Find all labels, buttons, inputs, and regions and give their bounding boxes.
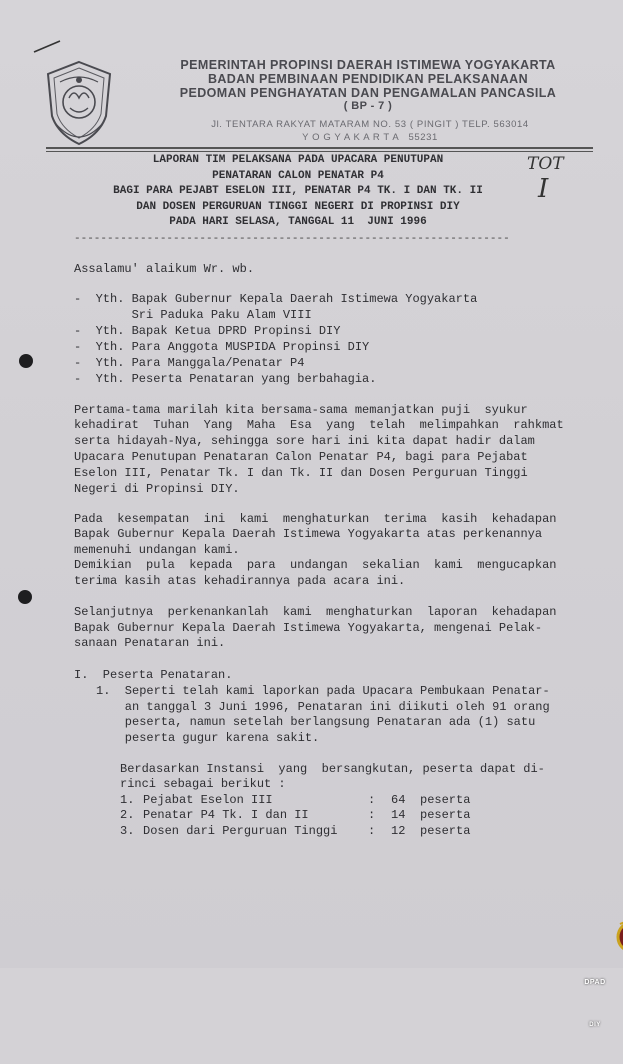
- row-3-no: 3.: [120, 824, 135, 838]
- section-1-item-1-line-3: peserta, namun setelah berlangsung Penataran ada (1) satu: [96, 715, 536, 729]
- para1-line-6: Negeri di Propinsi DIY.: [74, 482, 240, 496]
- addressee-1: - Yth. Bapak Gubernur Kepala Daerah Istimewa Yogyakarta: [74, 292, 478, 306]
- row-1-label: Pejabat Eselon III: [143, 793, 273, 807]
- punch-hole-bottom: [18, 590, 32, 604]
- dpad-logo-icon: [612, 918, 623, 956]
- addressee-5: - Yth. Peserta Penataran yang berbahagia.: [74, 372, 377, 386]
- addressee-3: - Yth. Para Anggota MUSPIDA Propinsi DIY: [74, 340, 370, 354]
- letterhead-line-1: PEMERINTAH PROPINSI DAERAH ISTIMEWA YOGYAKARTA: [180, 58, 556, 72]
- addressee-2: - Yth. Bapak Ketua DPRD Propinsi DIY: [74, 324, 341, 338]
- row-1-count: 64: [391, 793, 406, 807]
- addressee-1-cont: Sri Paduka Paku Alam VIII: [74, 308, 312, 322]
- section-1-item-1-line-1: 1. Seperti telah kami laporkan pada Upacara Pembukaan Penatar-: [96, 684, 550, 698]
- row-2-no: 2.: [120, 808, 135, 822]
- addressee-4: - Yth. Para Manggala/Penatar P4: [74, 356, 305, 370]
- stamp-line-2: DIY: [589, 1022, 601, 1028]
- pen-mark-icon: [30, 38, 64, 56]
- row-1-unit: peserta: [420, 793, 471, 807]
- title-line-2: PENATARAN CALON PENATAR P4: [212, 170, 384, 182]
- section-1-item-1-line-2: an tanggal 3 Juni 1996, Penataran ini diikuti oleh 91 orang: [96, 700, 550, 714]
- letterhead-address-1: Jl. TENTARA RAKYAT MATARAM NO. 53 ( PINGIT ) TELP. 563014: [211, 119, 529, 130]
- para3-line-2: Bapak Gubernur Kepala Daerah Istimewa Yogyakarta, mengenai Pelak-: [74, 621, 543, 635]
- greeting: Assalamu' alaikum Wr. wb.: [74, 262, 255, 276]
- handwritten-roman: I: [538, 174, 549, 204]
- row-3-unit: peserta: [420, 824, 471, 838]
- para1-line-3: serta hidayah-Nya, sehingga sore hari ini kita dapat hadir dalam: [74, 434, 535, 448]
- row-2-label: Penatar P4 Tk. I dan II: [143, 808, 309, 822]
- letterhead-rule-thin: [46, 151, 593, 152]
- para2-line-4: Demikian pula kepada para undangan sekalian kami mengucapkan: [74, 558, 557, 572]
- row-1-no: 1.: [120, 793, 135, 807]
- para2-line-5: terima kasih atas kehadirannya pada acara ini.: [74, 574, 406, 588]
- government-emblem-icon: [40, 58, 118, 148]
- dpad-stamp: [574, 900, 616, 1028]
- para1-line-4: Upacara Penutupan Penataran Calon Penatar P4, bagi para Pejabat: [74, 450, 528, 464]
- title-line-4: DAN DOSEN PERGURUAN TINGGI NEGERI DI PROPINSI DIY: [136, 201, 460, 213]
- stamp-line-1: DPAD: [584, 979, 606, 986]
- row-2-colon: :: [368, 808, 376, 822]
- row-1-colon: :: [368, 793, 376, 807]
- section-1-heading: I. Peserta Penataran.: [74, 668, 233, 682]
- title-line-3: BAGI PARA PEJABT ESELON III, PENATAR P4 TK. I DAN TK. II: [113, 185, 483, 197]
- letterhead-address-2: Y O G Y A K A R T A 55231: [302, 132, 438, 143]
- section-1-item-1-line-4: peserta gugur karena sakit.: [96, 731, 320, 745]
- para2-line-2: Bapak Gubernur Kepala Daerah Istimewa Yogyakarta atas perkenannya: [74, 527, 543, 541]
- row-2-unit: peserta: [420, 808, 471, 822]
- title-line-1: LAPORAN TIM PELAKSANA PADA UPACARA PENUTUPAN: [152, 154, 444, 166]
- section-1-intro-line-2: rinci sebagai berikut :: [120, 777, 286, 791]
- letterhead-line-3: PEDOMAN PENGHAYATAN DAN PENGAMALAN PANCASILA: [179, 86, 557, 100]
- section-1-intro-line-1: Berdasarkan Instansi yang bersangkutan, peserta dapat di-: [120, 762, 545, 776]
- letterhead-line-4: ( BP - 7 ): [343, 100, 393, 112]
- row-3-count: 12: [391, 824, 406, 838]
- para2-line-1: Pada kesempatan ini kami menghaturkan terima kasih kehadapan: [74, 512, 557, 526]
- handwritten-tot: TOT: [527, 154, 564, 174]
- row-2-count: 14: [391, 808, 406, 822]
- para3-line-1: Selanjutnya perkenankanlah kami menghaturkan laporan kehadapan: [74, 605, 557, 619]
- para1-line-5: Eselon III, Penatar Tk. I dan Tk. II dan Dosen Perguruan Tinggi: [74, 466, 528, 480]
- letterhead-line-2: BADAN PEMBINAAN PENDIDIKAN PELAKSANAAN: [207, 72, 529, 86]
- para1-line-2: kehadirat Tuhan Yang Maha Esa yang telah melimpahkan rahkmat: [74, 418, 564, 432]
- letterhead-rule-thick: [46, 147, 593, 149]
- para2-line-3: memenuhi undangan kami.: [74, 543, 240, 557]
- para3-line-3: sanaan Penataran ini.: [74, 636, 226, 650]
- title-line-5: PADA HARI SELASA, TANGGAL 11 JUNI 1996: [169, 216, 427, 228]
- row-3-colon: :: [368, 824, 376, 838]
- dashed-separator: ------------------------------------------------------------------: [74, 233, 510, 245]
- row-3-label: Dosen dari Perguruan Tinggi: [143, 824, 338, 838]
- para1-line-1: Pertama-tama marilah kita bersama-sama memanjatkan puji syukur: [74, 403, 528, 417]
- punch-hole-top: [19, 354, 33, 368]
